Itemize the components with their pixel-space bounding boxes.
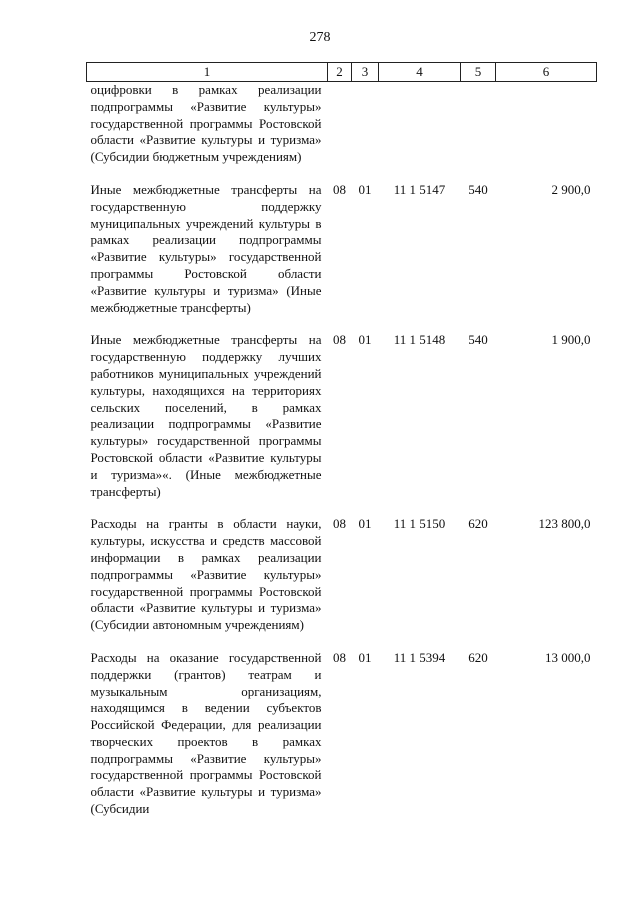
table-row: [87, 182, 597, 332]
row-subsection: 01: [358, 181, 372, 197]
row-amount: 1 900,0: [551, 332, 591, 348]
row-section: 08: [333, 332, 346, 348]
table-row: [87, 516, 597, 650]
row-description: оцифровки в рамках реализации подпрограммы «Развитие культуры» государственной программы Ростовской области «Развитие культуры и туризма» (Субсидии бюджетным учреждениям): [90, 82, 322, 165]
row-type: 620: [468, 516, 488, 532]
row-type: 620: [468, 649, 488, 665]
row-section: [328, 82, 352, 182]
row-target: 11 1 5150: [393, 516, 446, 532]
column-header-type: 5: [461, 63, 496, 82]
column-header-description: 1: [87, 63, 328, 82]
row-amount: 123 800,0: [538, 516, 591, 532]
row-section: 08: [333, 649, 346, 665]
column-header-section: 2: [328, 63, 352, 82]
row-subsection: 01: [358, 516, 372, 532]
column-header-subsection: 3: [352, 63, 379, 82]
column-header-target: 4: [379, 63, 461, 82]
row-description: Расходы на оказание государственной поддержки (грантов) театрам и музыкальным организациям, находящимся в ведении субъектов Российской Федерации, для реализации творческих проектов в рамках подпрограммы «Развитие культуры» государственной программы Ростовской области «Развитие культуры и туризма» (Субсидии: [90, 649, 322, 817]
table-row: [87, 82, 597, 182]
table-header-row: [87, 63, 597, 82]
table-row: [87, 650, 597, 818]
row-description: Иные межбюджетные трансферты на государственную поддержку муниципальных учреждений культуры в рамках реализации подпрограммы «Развитие культуры» государственной программы Ростовской области «Развитие культуры и туризма» (Иные межбюджетные трансферты): [90, 181, 322, 315]
row-target: 11 1 5394: [393, 649, 446, 665]
page-number: 278: [309, 30, 331, 45]
row-amount: [496, 82, 597, 182]
row-description: Иные межбюджетные трансферты на государственную поддержку лучших работников муниципальных учреждений культуры, находящихся на территориях сельских поселений, в рамках реализации подпрограммы «Развитие культуры» государственной программы Ростовской области «Развитие культуры и туризма»«. (Иные межбюджетные трансферты): [90, 332, 322, 499]
row-description: Расходы на гранты в области науки, культуры, искусства и средств массовой информации в рамках реализации подпрограммы «Развитие культуры» государственной программы Ростовской области «Развитие культуры и туризма» (Субсидии автономным учреждениям): [90, 516, 322, 633]
budget-table: [86, 62, 597, 818]
row-subsection: 01: [358, 649, 372, 665]
row-type: 540: [468, 332, 488, 348]
row-target: [379, 82, 461, 182]
row-type: 540: [468, 181, 488, 197]
row-subsection: [352, 82, 379, 182]
column-header-amount: 6: [496, 63, 597, 82]
row-type: [461, 82, 496, 182]
row-target: 11 1 5147: [393, 181, 446, 197]
row-section: 08: [333, 181, 346, 197]
row-amount: 13 000,0: [545, 649, 591, 665]
row-subsection: 01: [358, 332, 372, 348]
table-row: [87, 332, 597, 516]
row-amount: 2 900,0: [551, 181, 591, 197]
row-target: 11 1 5148: [393, 332, 446, 348]
row-section: 08: [333, 516, 346, 532]
